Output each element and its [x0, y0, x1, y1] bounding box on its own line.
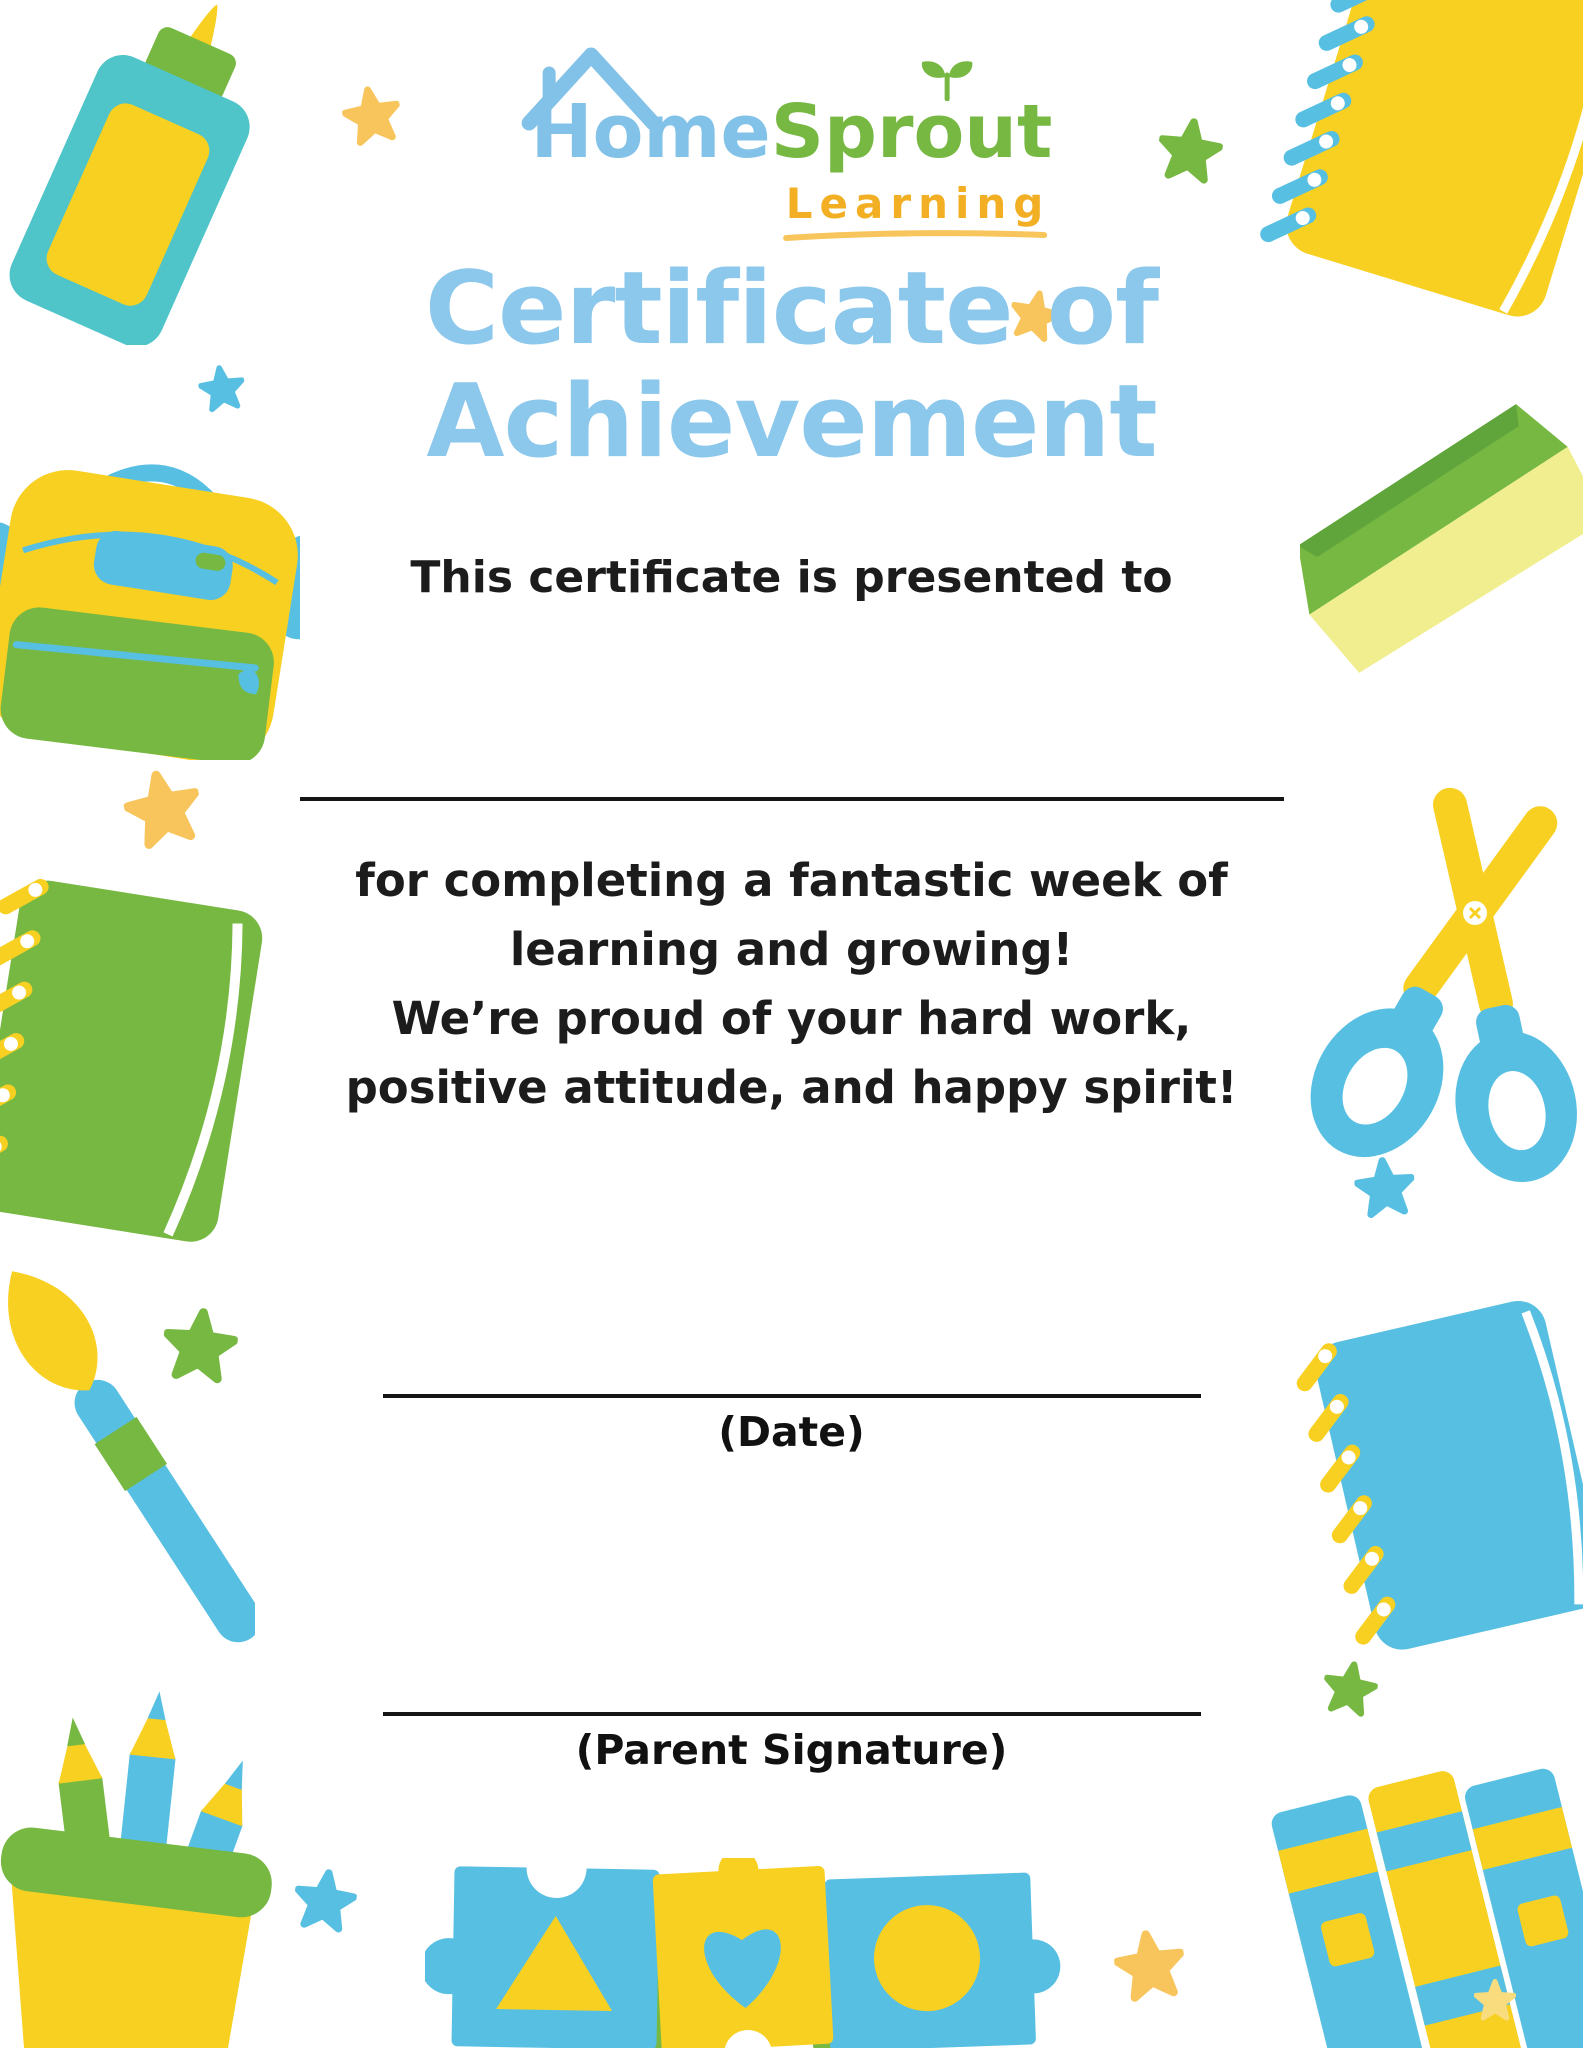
body-line-1: for completing a fantastic week of [355, 854, 1228, 907]
blue-spiral-notebook-illustration [1290, 1292, 1583, 1664]
sprout-leaves-icon [914, 57, 980, 101]
body-line-2: learning and growing! [509, 923, 1074, 976]
puzzle-pieces-illustration [425, 1858, 1065, 2048]
brand-home-text: Home [530, 89, 771, 175]
body-line-4: positive attitude, and happy spirit! [345, 1061, 1238, 1114]
certificate-title-line1: Certificate of [424, 249, 1159, 367]
star-icon [290, 1865, 360, 1935]
body-line-3: We’re proud of your hard work, [391, 992, 1192, 1045]
brand-subtitle: Learning [785, 179, 1051, 228]
certificate-title [0, 249, 1583, 480]
signature-label: (Parent Signature) [575, 1726, 1008, 1774]
presented-to-text: This certificate is presented to [410, 552, 1173, 603]
books-illustration [1248, 1742, 1583, 2048]
pencil-cup-illustration [0, 1665, 303, 2048]
date-label: (Date) [718, 1408, 865, 1456]
star-icon [1352, 1154, 1418, 1220]
star-icon [159, 1304, 240, 1385]
date-input-line[interactable] [383, 1394, 1201, 1398]
name-input-line[interactable] [300, 797, 1284, 801]
brand-sprout-text: Sprout [770, 89, 1053, 175]
star-icon [1474, 1979, 1516, 2021]
star-icon [1110, 1925, 1189, 2004]
backpack-illustration [0, 448, 300, 760]
subtitle-underline [780, 228, 1050, 242]
star-icon [1319, 1657, 1382, 1720]
body-paragraph [0, 846, 1583, 1122]
signature-input-line[interactable] [383, 1712, 1201, 1716]
star-icon [1154, 114, 1226, 186]
house-roof-icon [515, 39, 665, 134]
star-icon [338, 81, 405, 148]
star-icon [118, 763, 208, 853]
brand-logo [530, 89, 1053, 242]
certificate-title-line2: Achievement [426, 362, 1157, 480]
